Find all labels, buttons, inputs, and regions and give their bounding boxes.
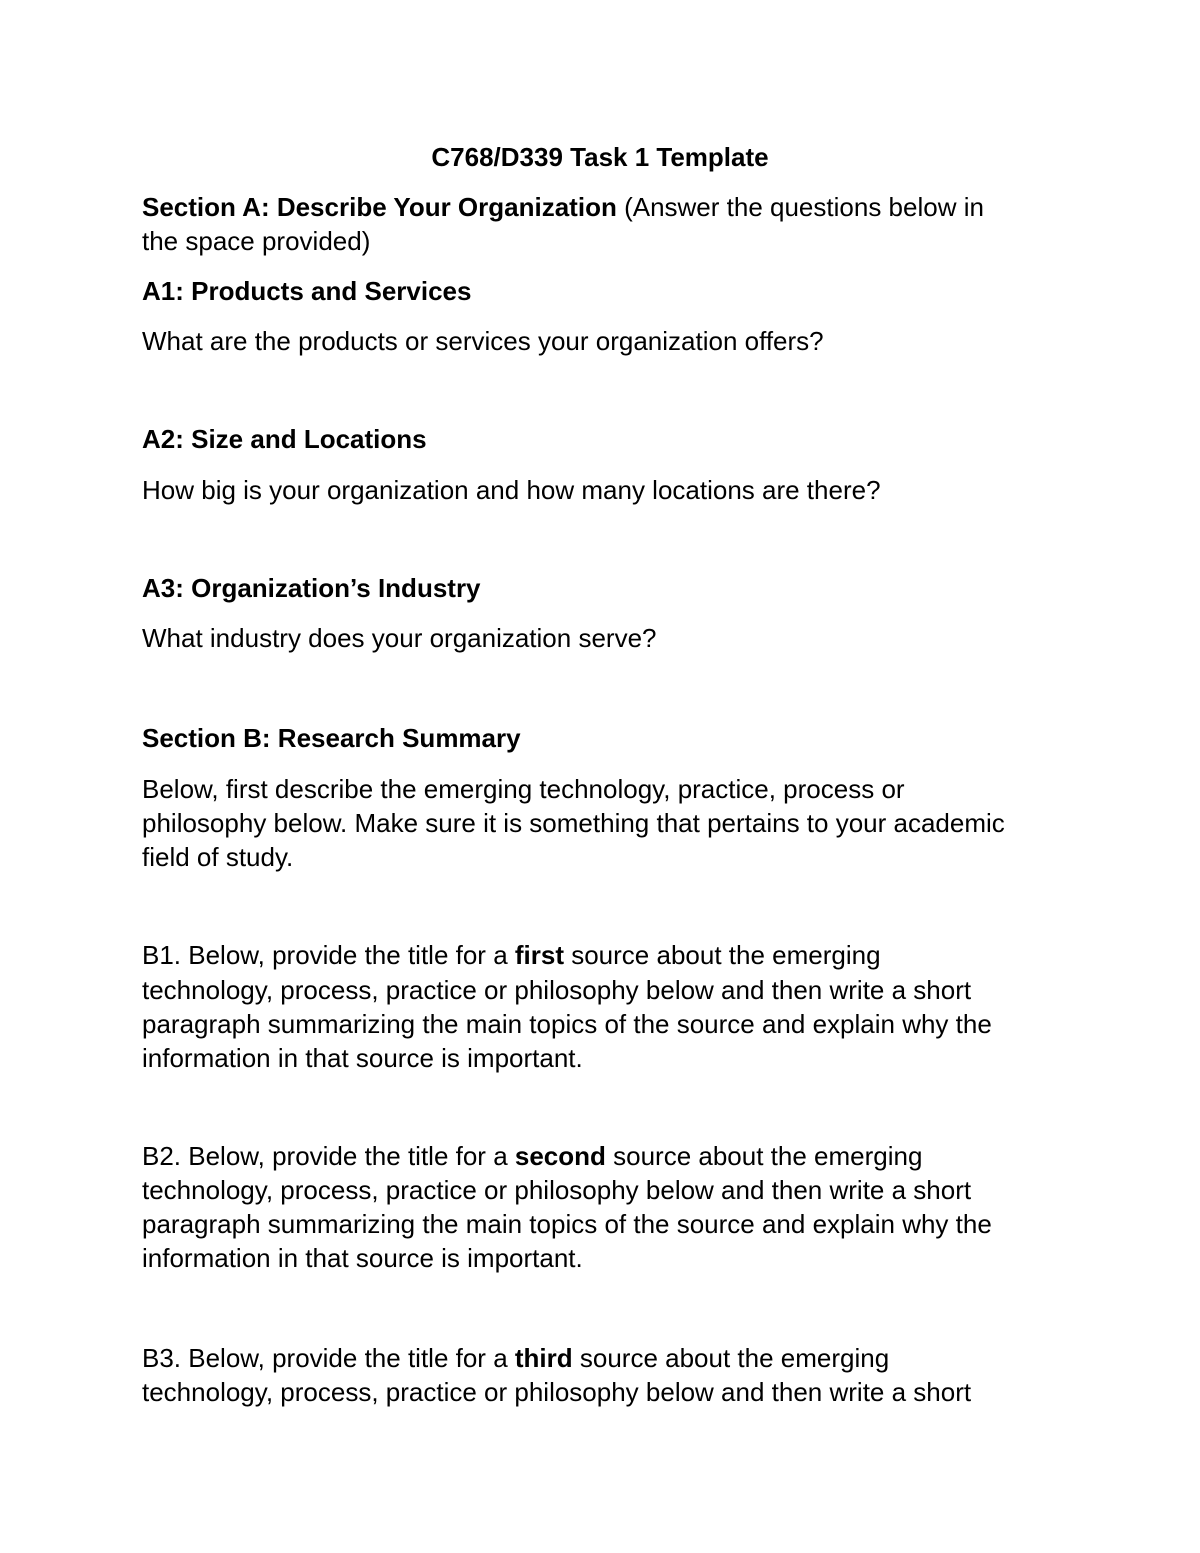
a3-heading: A3: Organization’s Industry: [142, 573, 481, 603]
section-b-intro-line: field of study.: [142, 842, 294, 872]
b3-prefix: B3. Below, provide the title for a: [142, 1343, 515, 1373]
b2-line: technology, process, practice or philosophy below and then write a short: [142, 1175, 972, 1205]
section-a-heading: Section A: Describe Your Organization: [142, 192, 617, 222]
a1-question: What are the products or services your organization offers?: [142, 326, 824, 356]
a1-heading: A1: Products and Services: [142, 276, 472, 306]
section-b-heading: Section B: Research Summary: [142, 723, 521, 753]
b2-suffix: source about the emerging: [605, 1141, 923, 1171]
b3-line: technology, process, practice or philosophy below and then write a short: [142, 1377, 972, 1407]
section-a-heading-line: [142, 190, 984, 224]
b1-suffix: source about the emerging: [564, 940, 881, 970]
section-a-note: (Answer the questions below in: [616, 192, 984, 222]
b1-first-line: [142, 938, 881, 972]
b2-prefix: B2. Below, provide the title for a: [142, 1141, 515, 1171]
b3-emphasis: third: [514, 1343, 573, 1373]
section-b-intro-line: Below, first describe the emerging technology, practice, process or: [142, 774, 905, 804]
b1-emphasis: first: [514, 940, 564, 970]
b2-line: paragraph summarizing the main topics of the source and explain why the: [142, 1209, 992, 1239]
b1-line: paragraph summarizing the main topics of the source and explain why the: [142, 1009, 992, 1039]
b1-line: technology, process, practice or philosophy below and then write a short: [142, 975, 972, 1005]
a2-question: How big is your organization and how many locations are there?: [142, 475, 881, 505]
b2-line: information in that source is important.: [142, 1243, 583, 1273]
b3-first-line: [142, 1341, 889, 1375]
document-title: C768/D339 Task 1 Template: [431, 142, 769, 172]
a2-heading: A2: Size and Locations: [142, 424, 427, 454]
b3-suffix: source about the emerging: [572, 1343, 890, 1373]
b1-line: information in that source is important.: [142, 1043, 583, 1073]
section-a-note-line2: the space provided): [142, 226, 371, 256]
b2-emphasis: second: [514, 1141, 606, 1171]
a3-question: What industry does your organization serve?: [142, 623, 657, 653]
b1-prefix: B1. Below, provide the title for a: [142, 940, 515, 970]
section-b-intro-line: philosophy below. Make sure it is something that pertains to your academic: [142, 808, 1005, 838]
b2-first-line: [142, 1139, 922, 1173]
